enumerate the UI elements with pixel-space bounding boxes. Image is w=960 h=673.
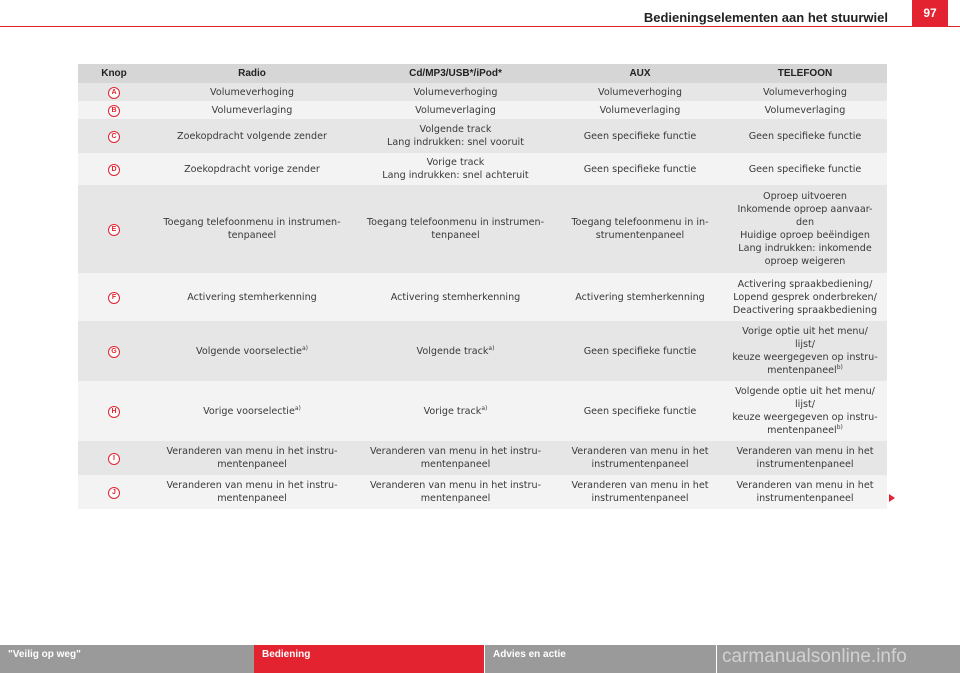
cell-text-content: Volgende voorselectie [196,345,302,357]
cell-cd [354,381,557,441]
row-key-cell [78,119,150,153]
cell-text [727,291,883,304]
cell-phone [723,119,887,153]
cell-text [561,479,719,492]
cell-cd [354,475,557,509]
cell-text [154,492,350,505]
cell-text [358,458,553,471]
column-header-aux: AUX [557,64,723,83]
cell-cd [354,321,557,381]
cell-text [154,405,350,418]
cell-text-content: Geen specifieke functie [748,130,862,142]
row-key-cell [78,381,150,441]
cell-text [727,479,883,492]
header-divider [0,26,960,27]
footnote-marker: a) [294,404,301,412]
cell-text [561,216,719,229]
cell-text-content: Vorige track [423,405,482,417]
cell-text-content: Veranderen van menu in het [571,446,709,457]
cell-text-content: mentenpaneel [767,425,837,436]
table-row [78,119,887,153]
cell-text-content: Vorige voorselectie [203,405,295,417]
cell-text [561,104,719,117]
row-key-cell [78,101,150,119]
cell-text-content: mentenpaneel [767,365,837,376]
cell-text [358,229,553,242]
cell-text-content: Volumeverhoging [413,86,498,98]
cell-text-content: Volumeverlaging [599,104,681,116]
row-key-cell [78,273,150,321]
cell-text-content: Geen specifieke functie [583,405,697,417]
cell-text-content: Veranderen van menu in het instru- [369,446,542,457]
cell-phone [723,321,887,381]
column-header-phone: TELEFOON [723,64,887,83]
cell-radio [150,83,354,101]
cell-text-content: Veranderen van menu in het [736,480,874,491]
cell-aux [557,381,723,441]
cell-radio [150,321,354,381]
watermark-text: carmanualsonline.info [722,646,907,667]
cell-text-content: Inkomende oproep aanvaar- [737,204,873,215]
cell-text-content: Vorige track [426,157,485,168]
cell-text-content: Veranderen van menu in het instru- [166,446,338,457]
table-row [78,185,887,273]
cell-text [727,338,883,351]
cell-text-content: Geen specifieke functie [583,163,697,175]
column-header-cd: Cd/MP3/USB*/iPod* [354,64,557,83]
cell-phone [723,381,887,441]
cell-text-content: oproep weigeren [764,256,846,267]
footnote-marker: a) [481,404,488,412]
cell-text [358,136,553,149]
cell-radio [150,119,354,153]
cell-text-content: Oproep uitvoeren [763,191,847,202]
cell-text-content: Veranderen van menu in het [736,446,874,457]
table-row [78,321,887,381]
cell-text [727,242,883,255]
cell-text [561,229,719,242]
cell-text [727,216,883,229]
table-row [78,475,887,509]
table-row [78,273,887,321]
footer-tab-operation[interactable]: Bediening [254,645,484,673]
cell-phone [723,153,887,185]
cell-aux [557,119,723,153]
button-label-badge-icon: F [108,292,120,304]
cell-text-content: Volgende track [419,124,492,135]
cell-text [154,345,350,358]
cell-text-content: Veranderen van menu in het [571,480,709,491]
cell-text [727,492,883,505]
cell-text [727,190,883,203]
cell-text-content: Activering stemherkenning [187,291,317,303]
cell-cd [354,119,557,153]
cell-aux [557,83,723,101]
cell-text [561,163,719,176]
cell-text [561,345,719,358]
cell-text [561,458,719,471]
footnote-marker: b) [836,363,843,371]
cell-text [154,479,350,492]
cell-text [561,492,719,505]
cell-text [561,86,719,99]
cell-text [727,304,883,317]
button-label-badge-icon: D [108,164,120,176]
row-key-cell [78,321,150,381]
table-header-row [78,64,887,83]
cell-text-content: instrumentenpaneel [591,493,689,504]
cell-text-content: mentenpaneel [217,493,287,504]
cell-text-content: instrumentenpaneel [591,459,689,470]
steering-wheel-controls-table [78,64,887,509]
cell-text [358,479,553,492]
cell-aux [557,101,723,119]
cell-text-content: Activering stemherkenning [390,291,521,303]
table-row [78,381,887,441]
button-label-badge-icon: B [108,105,120,117]
cell-text [358,445,553,458]
footer-tab-safety[interactable]: "Veilig op weg" [0,645,254,673]
cell-cd [354,83,557,101]
cell-text [727,278,883,291]
cell-radio [150,153,354,185]
row-key-cell [78,83,150,101]
cell-text [358,169,553,182]
cell-text [561,445,719,458]
cell-text [154,163,350,176]
button-label-badge-icon: G [108,346,120,358]
cell-text-content: mentenpaneel [420,459,491,470]
cell-text [727,130,883,143]
cell-text-content: Toegang telefoonmenu in instrumen- [163,217,341,228]
column-header-radio: Radio [150,64,354,83]
cell-text [358,405,553,418]
cell-text-content: den [795,217,815,228]
cell-text-content: strumentenpaneel [595,230,685,241]
cell-text-content: tenpaneel [227,230,277,241]
cell-text-content: Lopend gesprek onderbreken/ [733,291,877,303]
cell-text [727,325,883,338]
cell-text [154,291,350,304]
footnote-marker: a) [301,344,308,352]
cell-text-content: lijst/ [795,339,815,350]
cell-text-content: Geen specifieke functie [583,345,697,357]
cell-text-content: Volumeverhoging [210,86,294,98]
cell-text-content: Toegang telefoonmenu in instrumen- [366,217,545,228]
cell-text-content: Volumeverlaging [764,104,846,116]
table-row [78,153,887,185]
cell-cd [354,153,557,185]
cell-cd [354,101,557,119]
cell-text [154,458,350,471]
cell-text [727,411,883,424]
cell-text-content: tenpaneel [431,230,480,241]
cell-text-content: mentenpaneel [420,493,491,504]
cell-phone [723,185,887,273]
cell-text [358,123,553,136]
cell-text-content: Lang indrukken: snel vooruit [387,137,524,148]
continue-arrow-icon [889,494,895,502]
cell-text [358,156,553,169]
footnote-marker: b) [836,423,843,431]
cell-aux [557,475,723,509]
cell-text [358,345,553,358]
button-label-badge-icon: A [108,87,120,99]
cell-text-content: Lang indrukken: snel achteruit [382,170,529,181]
cell-text-content: lijst/ [795,399,815,410]
cell-text [154,86,350,99]
row-key-cell [78,441,150,475]
cell-text-content: keuze weergegeven op instru- [732,352,878,363]
cell-phone [723,441,887,475]
row-key-cell [78,153,150,185]
cell-text [561,291,719,304]
table-row [78,101,887,119]
cell-text-content: Veranderen van menu in het instru- [369,480,542,491]
cell-radio [150,475,354,509]
cell-text-content: Volgende track [416,345,489,357]
cell-aux [557,153,723,185]
cell-text-content: Zoekopdracht volgende zender [177,130,327,142]
cell-text [358,492,553,505]
cell-text-content: Deactivering spraakbediening [732,304,878,316]
cell-phone [723,101,887,119]
cell-aux [557,441,723,475]
cell-text [154,216,350,229]
cell-text [154,445,350,458]
row-key-cell [78,475,150,509]
cell-text [727,203,883,216]
cell-aux [557,273,723,321]
cell-text [561,130,719,143]
cell-text [727,86,883,99]
cell-text [154,104,350,117]
cell-text [358,86,553,99]
cell-text [727,445,883,458]
button-label-badge-icon: E [108,224,120,236]
cell-text [358,216,553,229]
controls-table-container [78,64,887,509]
cell-text-content: Huidige oproep beëindigen [740,230,870,241]
cell-text-content: instrumentenpaneel [756,459,854,470]
cell-cd [354,185,557,273]
button-label-badge-icon: H [108,406,120,418]
cell-radio [150,441,354,475]
cell-text [154,229,350,242]
cell-text [727,458,883,471]
cell-text-content: Volgende optie uit het menu/ [735,386,875,397]
button-label-badge-icon: J [108,487,120,499]
cell-text [561,405,719,418]
cell-phone [723,83,887,101]
page-number: 97 [912,0,948,26]
cell-text-content: keuze weergegeven op instru- [732,412,878,423]
cell-text [154,130,350,143]
cell-text [358,291,553,304]
cell-text-content: Volumeverhoging [763,86,847,98]
cell-text [727,163,883,176]
cell-aux [557,321,723,381]
cell-cd [354,441,557,475]
cell-text-content: Volumeverlaging [211,104,293,116]
cell-text [727,398,883,411]
cell-text-content: Activering spraakbediening/ [737,278,873,290]
footer-tab-advice[interactable]: Advies en actie [484,645,716,673]
cell-text [727,104,883,117]
cell-radio [150,185,354,273]
button-label-badge-icon: C [108,131,120,143]
cell-text [727,351,883,364]
cell-text-content: Lang indrukken: inkomende [738,243,872,254]
row-key-cell [78,185,150,273]
cell-text-content: instrumentenpaneel [756,493,854,504]
cell-text [727,255,883,268]
cell-text-content: Activering stemherkenning [575,291,705,303]
cell-text-content: Zoekopdracht vorige zender [184,163,320,175]
cell-text-content: Volumeverhoging [598,86,682,98]
cell-text-content: mentenpaneel [217,459,287,470]
cell-text-content: Volumeverlaging [415,104,496,116]
cell-radio [150,101,354,119]
cell-text-content: Toegang telefoonmenu in in- [571,217,709,228]
table-row [78,441,887,475]
cell-phone [723,475,887,509]
cell-text [727,424,883,437]
cell-text-content: Geen specifieke functie [583,130,697,142]
cell-text-content: Geen specifieke functie [748,163,862,175]
column-header-button: Knop [78,64,150,83]
page-title: Bedieningselementen aan het stuurwiel [643,10,888,25]
button-label-badge-icon: I [108,453,120,465]
footnote-marker: a) [488,344,495,352]
cell-cd [354,273,557,321]
table-row [78,83,887,101]
cell-text-content: Veranderen van menu in het instru- [166,480,338,491]
cell-text [727,385,883,398]
cell-text [727,229,883,242]
cell-phone [723,273,887,321]
cell-text-content: Vorige optie uit het menu/ [742,326,868,337]
cell-aux [557,185,723,273]
cell-radio [150,273,354,321]
cell-text [358,104,553,117]
cell-radio [150,381,354,441]
cell-text [727,364,883,377]
